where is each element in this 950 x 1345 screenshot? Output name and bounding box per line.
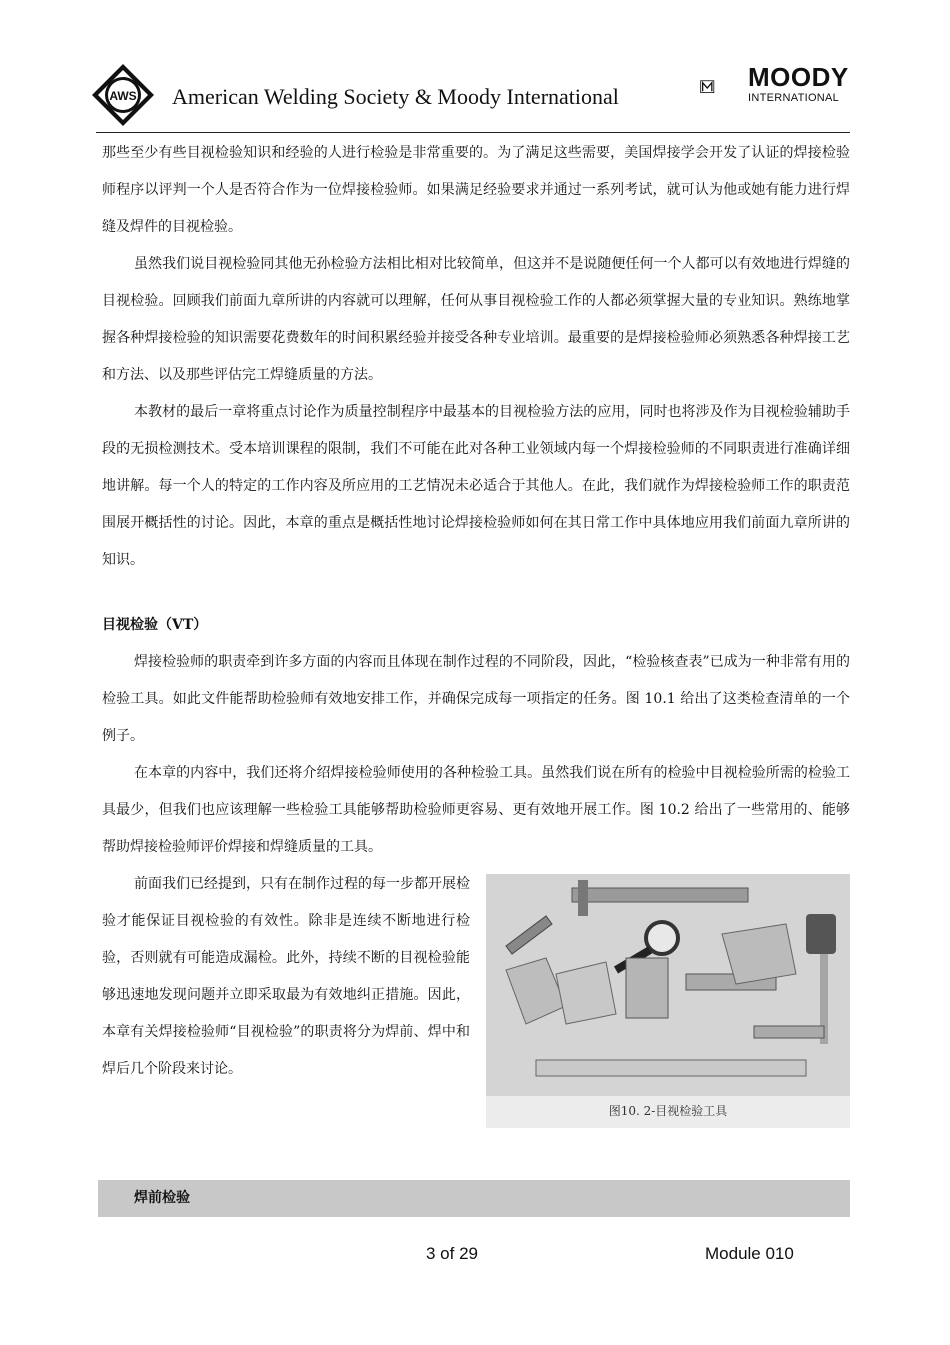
figure-10-2 — [486, 874, 850, 1128]
paragraph-5: 在本章的内容中，我们还将介绍焊接检验师使用的各种检验工具。虽然我们说在所有的检验中目视检验所需的检验工具最少，但我们也应该理解一些检验工具能够帮助检验师更容易、更有效地开展工作。图 10.2 给出了一些常用的、能够帮助焊接检验师评价焊接和焊缝质量的工具。 — [102, 765, 850, 855]
paragraph-1: 那些至少有些目视检验知识和经验的人进行检验是非常重要的。为了满足这些需要，美国焊接学会开发了认证的焊接检验师程序以评判一个人是否符合作为一位焊接检验师。如果满足经验要求并通过一系列考试，就可认为他或她有能力进行焊缝及焊件的目视检验。 — [102, 145, 850, 235]
page-header — [96, 52, 850, 133]
aws-logo — [90, 62, 156, 128]
section-heading-vt: 目视检验（VT） — [102, 617, 208, 633]
page-number: 3 of 29 — [426, 1244, 478, 1263]
paragraph-2: 虽然我们说目视检验同其他无孙检验方法相比相对比较简单，但这并不是说随便任何一个人都可以有效地进行焊缝的目视检验。回顾我们前面九章所讲的内容就可以理解，任何从事目视检验工作的人都必须掌握大量的专业知识。熟练地掌握各种焊接检验的知识需要花费数年的时间积累经验并接受各种专业培训。最重要的是焊接检验师必须熟悉各种焊接工艺和方法、以及那些评估完工焊缝质量的方法。 — [102, 256, 850, 383]
section-heading-pre-weld: 焊前检验 — [134, 1190, 190, 1206]
paragraph-4: 焊接检验师的职责牵到许多方面的内容而且体现在制作过程的不同阶段，因此，“检验核查表”已成为一种非常有用的检验工具。如此文件能帮助检验师有效地安排工作，并确保完成每一项指定的任务。图 10.1 给出了这类检查清单的一个例子。 — [102, 654, 850, 744]
inspection-tools-photo — [486, 874, 850, 1096]
moody-logo-text: MOODY — [748, 62, 849, 92]
text-figure-row — [102, 866, 850, 1118]
paragraph-6: 前面我们已经提到，只有在制作过程的每一步都开展检验才能保证目视检验的有效性。除非是连续不断地进行检验，否则就有可能造成漏检。此外，持续不断的目视检验能够迅速地发现问题并立即采取最为有效地纠正措施。因此，本章有关焊接检验师“目视检验”的职责将分为焊前、焊中和焊后几个阶段来讨论。 — [102, 876, 470, 1077]
module-label: Module 010 — [705, 1244, 794, 1263]
figure-caption: 图10. 2-目视检验工具 — [486, 1096, 850, 1128]
inspection-tools-illustration — [486, 874, 850, 1096]
moody-logo-subtext: INTERNATIONAL — [748, 92, 840, 104]
paragraph-3: 本教材的最后一章将重点讨论作为质量控制程序中最基本的目视检验方法的应用，同时也将涉及作为目视检验辅助手段的无损检测技术。受本培训课程的限制，我们不可能在此对各种工业领域内每一个焊接检验师的不同职责进行准确详细地讲解。每一个人的特定的工作内容及所应用的工艺情况未必适合于其他人。在此，我们就作为焊接检验师工作的职责范围展开概括性的讨论。因此，本章的重点是概括性地讨论焊接检验师如何在其日常工作中具体地应用我们前面九章所讲的知识。 — [102, 404, 850, 568]
main-content — [102, 135, 850, 1118]
header-title: American Welding Society & Moody International — [172, 84, 619, 109]
section-band — [98, 1180, 850, 1217]
aws-logo-text: AWS — [109, 89, 137, 103]
moody-logo-mark — [700, 64, 746, 110]
